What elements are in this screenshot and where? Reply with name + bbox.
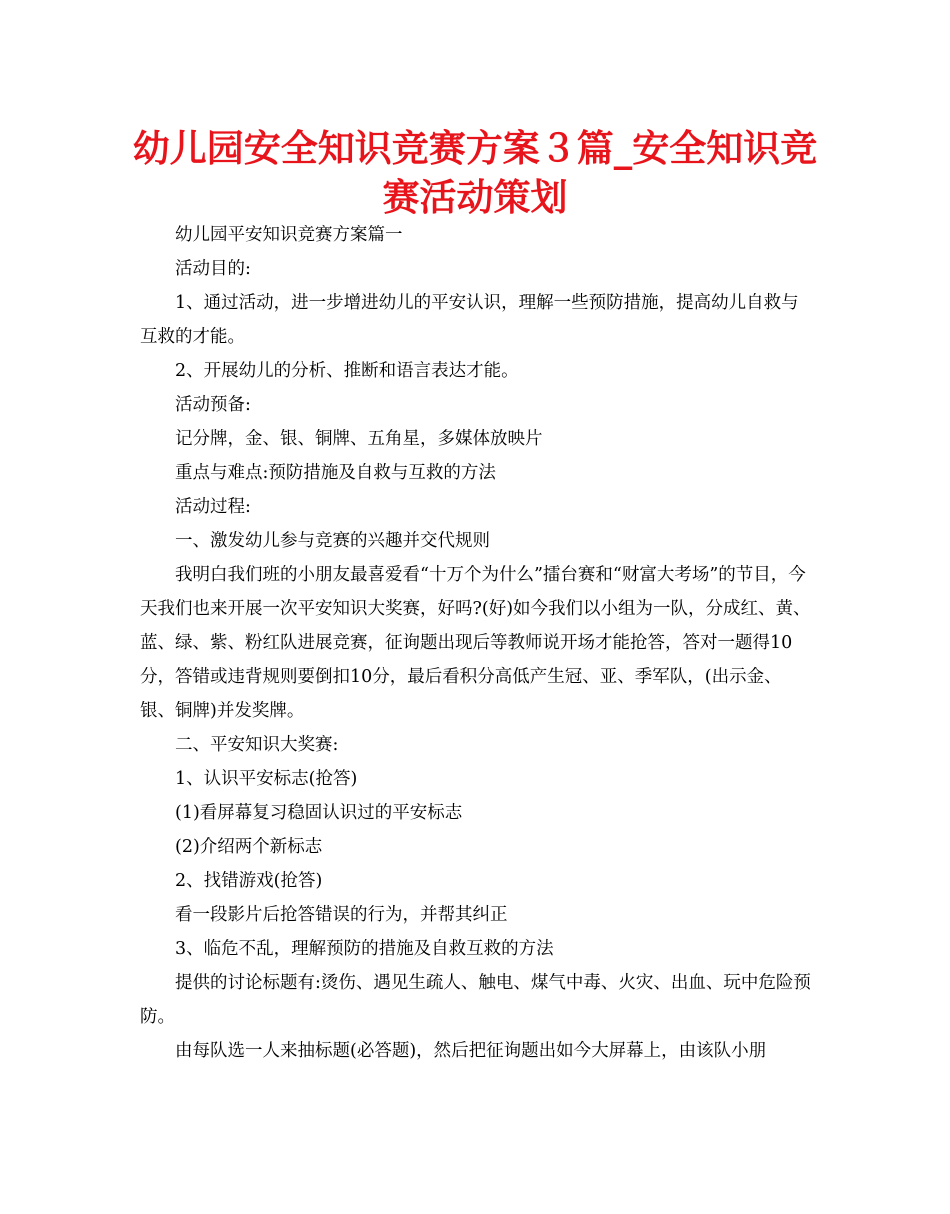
paragraph: 1、认识平安标志(抢答)	[175, 769, 358, 789]
paragraph: 3、临危不乱，理解预防的措施及自救互救的方法	[175, 939, 554, 959]
paragraph: (1)看屏幕复习稳固认识过的平安标志	[175, 803, 463, 823]
paragraph: 2、开展幼儿的分析、推断和语言表达才能。	[175, 361, 519, 381]
paragraph: 记分牌，金、银、铜牌、五角星，多媒体放映片	[175, 429, 543, 449]
paragraph: 活动目的:	[175, 259, 251, 279]
paragraph: 我明白我们班的小朋友最喜爱看“十万个为什么”擂台赛和“财富大考场”的节目，今天我们也来开展一次平安知识大奖赛，好吗?(好)如今我们以小组为一队，分成红、黄、蓝、绿、紫、粉红队进展竞赛，征询题出现后等教师说开场才能抢答，答对一题得10分，答错或违背规则要倒扣10分，最后看积分高低产生冠、亚、季军队，(出示金、银、铜牌)并发奖牌。	[140, 565, 811, 721]
document-title-line-2: 赛活动策划	[382, 176, 568, 219]
paragraph: 幼儿园平安知识竞赛方案篇一	[175, 225, 403, 245]
paragraph: 重点与难点:预防措施及自救与互救的方法	[175, 463, 496, 483]
paragraph: 看一段影片后抢答错误的行为，并帮其纠正	[175, 905, 508, 925]
paragraph: 1、通过活动，进一步增进幼儿的平安认识，理解一些预防措施，提高幼儿自救与互救的才能。	[140, 293, 799, 347]
document-title-line-1: 幼儿园安全知识竞赛方案３篇_安全知识竞	[132, 127, 818, 170]
paragraph: 2、找错游戏(抢答)	[175, 871, 323, 891]
paragraph: 提供的讨论标题有:烫伤、遇见生疏人、触电、煤气中毒、火灾、出血、玩中危险预防。	[140, 973, 811, 1027]
paragraph: 由每队选一人来抽标题(必答题)，然后把征询题出如今大屏幕上，由该队小朋	[175, 1041, 767, 1061]
paragraph: 活动过程:	[175, 497, 251, 517]
paragraph: 活动预备:	[175, 395, 251, 415]
document-body	[140, 218, 815, 1068]
paragraph: (2)介绍两个新标志	[175, 837, 323, 857]
document-title	[120, 124, 830, 222]
paragraph: 二、平安知识大奖赛:	[175, 735, 339, 755]
paragraph: 一、激发幼儿参与竞赛的兴趣并交代规则	[175, 531, 490, 551]
